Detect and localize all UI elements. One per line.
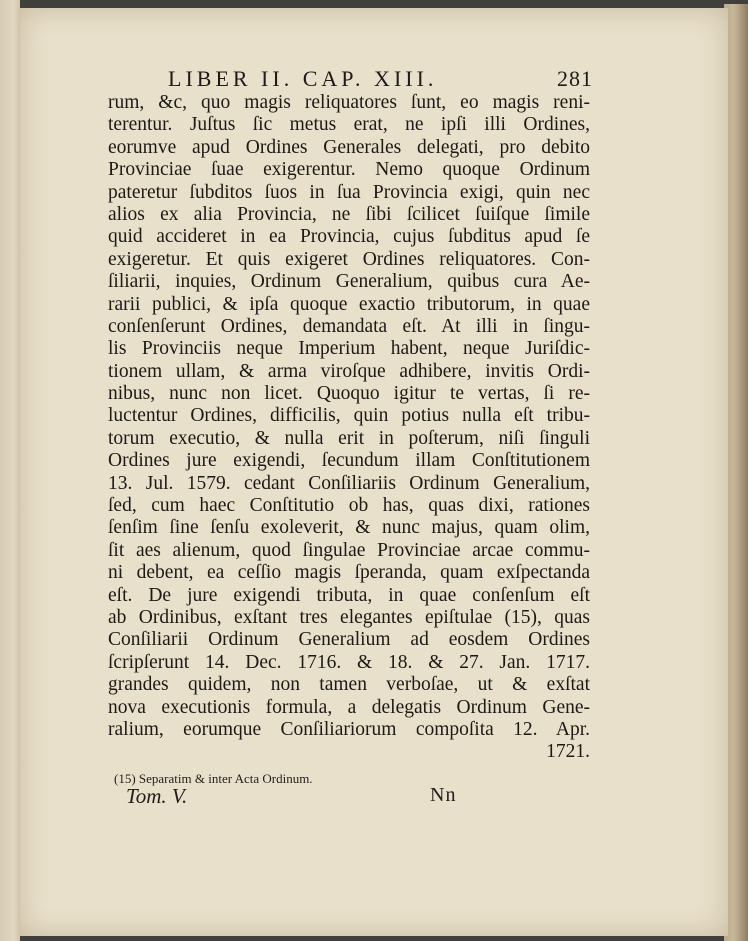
- text-line: quid accideret in ea Provincia, cujus ſubditus apud ſe: [108, 226, 590, 248]
- text-line: rarii publici, & ipſa quoque exactio tributorum, in quae: [108, 293, 590, 315]
- text-line: Ordines jure exigendi, ſecundum illam Conſtitutionem: [108, 450, 590, 472]
- footnote: (15) Separatim & inter Acta Ordinum.: [114, 771, 313, 786]
- volume-signature: Tom. V.: [126, 784, 188, 808]
- text-line: eorumve apud Ordines Generales delegati, pro debito: [108, 136, 590, 158]
- text-line: ralium, eorumque Conſiliariorum compoſita 12. Apr.: [108, 718, 590, 740]
- text-line: ſed, cum haec Conſtitutio ob has, quas dixi, rationes: [108, 495, 590, 517]
- running-head: [168, 66, 593, 92]
- text-line: conſenſerunt Ordines, demandata eſt. At illi in ſingu-: [108, 315, 590, 337]
- text-line: nibus, nunc non licet. Quoquo igitur te vertas, ſi re-: [108, 383, 590, 405]
- text-line: tionem ullam, & arma viroſque adhibere, invitis Ordi-: [108, 360, 590, 382]
- page-number: 281: [557, 66, 593, 91]
- text-line: Conſiliarii Ordinum Generalium ad eosdem Ordines: [108, 629, 590, 651]
- text-line: Provinciae ſuae exigerentur. Nemo quoque Ordinum: [108, 159, 590, 181]
- text-line: pateretur ſubditos ſuos in ſua Provincia exigi, quin nec: [108, 181, 590, 203]
- text-line: ſit aes alienum, quod ſingulae Provinciae arcae commu-: [108, 539, 590, 561]
- text-line: ni debent, ea ceſſio magis ſperanda, quam exſpectanda: [108, 562, 590, 584]
- chapter-title: LIBER II. CAP. XIII.: [168, 66, 438, 91]
- text-line: ſiliarii, inquies, Ordinum Generalium, quibus cura Ae-: [108, 271, 590, 293]
- text-line: exigeretur. Et quis exigeret Ordines reliquatores. Con-: [108, 248, 590, 270]
- text-line: lis Provinciis neque Imperium habent, neque Juriſdic-: [108, 338, 590, 360]
- book-page: [20, 8, 728, 936]
- text-line: terentur. Juſtus ſic metus erat, ne ipſi illi Ordines,: [108, 114, 590, 136]
- text-line: eſt. De jure exigendi tributa, in quae conſenſum eſt: [108, 584, 590, 606]
- text-line: alios ex alia Provincia, ne ſibi ſcilicet ſuiſque ſimile: [108, 203, 590, 225]
- text-line: ſcripſerunt 14. Dec. 1716. & 18. & 27. Jan. 1717.: [108, 651, 590, 673]
- text-line: grandes quidem, non tamen verboſae, ut & exſtat: [108, 674, 590, 696]
- text-line: luctentur Ordines, difficilis, quin potius nulla eſt tribu-: [108, 405, 590, 427]
- text-line: ſenſim ſine ſenſu exoleverit, & nunc majus, quam olim,: [108, 517, 590, 539]
- text-line: ab Ordinibus, exſtant tres elegantes epiſtulae (15), quas: [108, 606, 590, 628]
- text-line: 13. Jul. 1579. cedant Conſiliariis Ordinum Generalium,: [108, 472, 590, 494]
- text-line: rum, &c, quo magis reliquatores ſunt, eo magis reni-: [108, 92, 590, 113]
- text-line: torum executio, & nulla erit in poſterum, niſi ſinguli: [108, 427, 590, 449]
- left-leaf-edge: [0, 0, 20, 941]
- text-line: nova executionis formula, a delegatis Ordinum Gene-: [108, 696, 590, 718]
- gathering-mark: Nn: [430, 784, 457, 806]
- text-line-last: 1721.: [546, 741, 590, 763]
- body-text: [108, 92, 590, 764]
